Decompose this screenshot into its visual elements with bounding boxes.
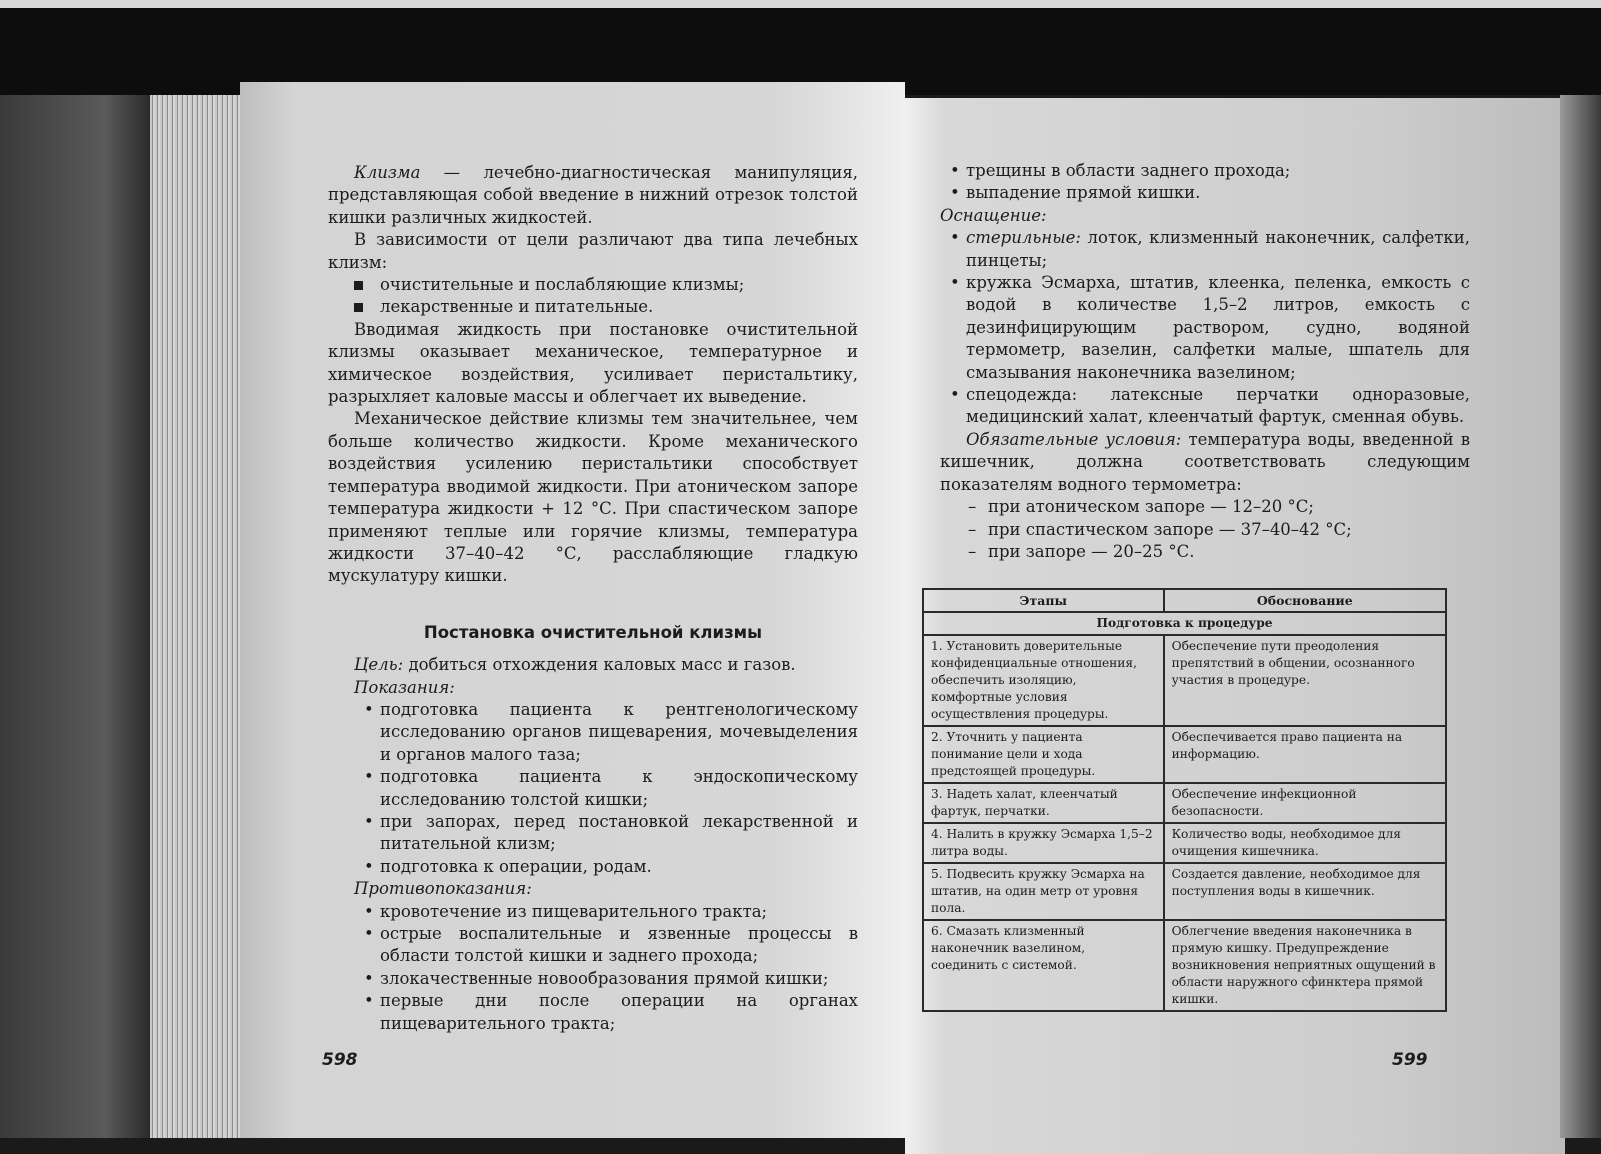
paragraph: Механическое действие клизмы тем значительнее, чем больше количество жидкости. Кроме механического воздействия усилению перистальтики способствует температура вводимой жидкости. При атоническом запоре температура жидкости + 12 °С. При спастическом запоре применяют теплые или горячие клизмы, температура жидкости 37–40–42 °С, расслабляющие гладкую мускулатуру кишки. — [328, 409, 858, 586]
types-intro: В зависимости от цели различают два типа лечебных клизм: — [328, 230, 858, 272]
goal-paragraph — [328, 654, 858, 676]
list-item: – при спастическом запоре — 37–40–42 °С; — [966, 519, 1470, 541]
goal-label: Цель: — [354, 655, 404, 675]
table-cell: 4. Налить в кружку Эсмарха 1,5–2 литра воды. — [923, 823, 1164, 863]
equip-text: лоток, клизменный наконечник, салфетки, пинцеты; — [966, 228, 1470, 270]
table-cell: Обеспечение инфекционной безопасности. — [1164, 783, 1446, 823]
book-right-edge — [1560, 95, 1601, 1138]
table-row — [923, 863, 1446, 920]
list-item: • первые дни после операции на органах пищеварительного тракта; — [354, 990, 858, 1035]
table-header-row — [923, 589, 1446, 612]
list-item: • кружка Эсмарха, штатив, клеенка, пеленка, емкость с водой в количестве 1,5–2 литров, емкость с дезинфицирующим раствором, судно, водяной термометр, вазелин, салфетки малые, шпатель для смазывания наконечника вазелином; — [940, 272, 1470, 384]
list-item: очистительные и послабляющие клизмы; — [354, 274, 858, 296]
goal-text: добиться отхождения каловых масс и газов. — [403, 655, 796, 675]
list-item — [940, 227, 1470, 272]
list-item: – при атоническом запоре — 12–20 °С; — [966, 496, 1470, 518]
paragraph: Вводимая жидкость при постановке очистительной клизмы оказывает механическое, температурное и химическое воздействия, усиливает перистальтику, разрыхляет каловые массы и облегчает их выведение. — [328, 319, 858, 407]
table-row — [923, 823, 1446, 863]
equip-sterile-label: стерильные: — [966, 228, 1081, 248]
table-section: Подготовка к процедуре — [923, 612, 1446, 635]
right-page — [905, 98, 1565, 1154]
list-item: лекарственные и питательные. — [354, 296, 858, 318]
indications-label: Показания: — [354, 677, 455, 697]
conditions-paragraph — [940, 429, 1470, 496]
definition-paragraph — [328, 162, 858, 229]
table-cell: Обеспечение пути преодоления препятствий в общении, осознанного участия в процедуре. — [1164, 635, 1446, 726]
temps-list — [966, 496, 1470, 563]
table-cell: Обеспечивается право пациента на информацию. — [1164, 726, 1446, 783]
list-item: • подготовка пациента к эндоскопическому исследованию толстой кишки; — [354, 766, 858, 811]
equip-list — [940, 227, 1470, 429]
table-cell: Количество воды, необходимое для очищения кишечника. — [1164, 823, 1446, 863]
list-item: • спецодежда: латексные перчатки одноразовые, медицинский халат, клеенчатый фартук, сменная обувь. — [940, 384, 1470, 429]
list-item: • злокачественные новообразования прямой кишки; — [354, 968, 858, 990]
term: Клизма — [354, 163, 421, 182]
conditions-text: температура воды, введенной в кишечник, должна соответствовать следующим показателям водного термометра: — [940, 429, 1470, 494]
table-row — [923, 635, 1446, 726]
page-number-left: 598 — [322, 1050, 358, 1070]
left-page — [240, 82, 905, 1138]
table-header: Обоснование — [1164, 589, 1446, 612]
procedure-table — [922, 588, 1447, 1012]
table-header: Этапы — [923, 589, 1164, 612]
section-heading: Постановка очистительной клизмы — [423, 622, 763, 642]
table-row — [923, 920, 1446, 1011]
table-row — [923, 783, 1446, 823]
table-cell: Облегчение введения наконечника в прямую кишку. Предупреждение возникновения неприятных ощущений в области наружного сфинктера прямой кишки. — [1164, 920, 1446, 1011]
right-page-text — [940, 160, 1470, 563]
indications-list — [354, 699, 858, 878]
table-cell: 5. Подвесить кружку Эсмарха на штатив, на один метр от уровня пола. — [923, 863, 1164, 920]
left-page-text — [328, 162, 858, 1035]
contra-label: Противопоказания: — [354, 879, 532, 899]
table-cell: 3. Надеть халат, клеенчатый фартук, перчатки. — [923, 783, 1164, 823]
list-item: • трещины в области заднего прохода; — [940, 160, 1470, 182]
table-cell: Создается давление, необходимое для поступления воды в кишечник. — [1164, 863, 1446, 920]
page-number-right: 599 — [1392, 1050, 1428, 1070]
table-section-row — [923, 612, 1446, 635]
contra-cont-list — [940, 160, 1470, 205]
book-page-edges — [150, 95, 245, 1138]
scanner-top-bar — [0, 0, 1601, 95]
list-item: • кровотечение из пищеварительного тракта; — [354, 901, 858, 923]
contra-list — [354, 901, 858, 1035]
list-item: – при запоре — 20–25 °С. — [966, 541, 1470, 563]
book-cover-shadow — [0, 95, 150, 1138]
table-cell: 1. Установить доверительные конфиденциальные отношения, обеспечить изоляцию, комфортные условия осуществления процедуры. — [923, 635, 1164, 726]
list-item: • подготовка пациента к рентгенологическому исследованию органов пищеварения, мочевыделения и органов малого таза; — [354, 699, 858, 766]
list-item: • острые воспалительные и язвенные процессы в области толстой кишки и заднего прохода; — [354, 923, 858, 968]
list-item: • подготовка к операции, родам. — [354, 856, 858, 878]
table-cell: 6. Смазать клизменный наконечник вазелином, соединить с системой. — [923, 920, 1164, 1011]
list-item: • при запорах, перед постановкой лекарственной и питательной клизм; — [354, 811, 858, 856]
table-cell: 2. Уточнить у пациента понимание цели и хода предстоящей процедуры. — [923, 726, 1164, 783]
definition-text: — лечебно-диагностическая манипуляция, представляющая собой введение в нижний отрезок толстой кишки различных жидкостей. — [328, 163, 858, 227]
types-list — [354, 274, 858, 319]
table-row — [923, 726, 1446, 783]
list-item: • выпадение прямой кишки. — [940, 182, 1470, 204]
equip-label: Оснащение: — [940, 205, 1047, 225]
conditions-label: Обязательные условия: — [966, 429, 1182, 449]
